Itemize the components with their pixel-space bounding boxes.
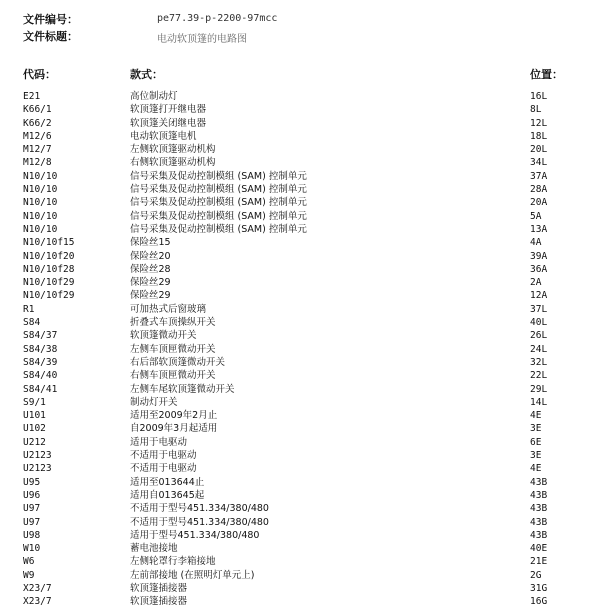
cell-code: U97 <box>23 516 41 528</box>
cell-code: S84/40 <box>23 370 58 382</box>
cell-pos: 12L <box>530 117 548 129</box>
cell-code: U2123 <box>23 450 52 462</box>
table-row <box>0 489 602 502</box>
table-row <box>0 409 602 422</box>
table-row <box>0 117 602 130</box>
cell-code: W6 <box>23 556 35 568</box>
cell-code: W10 <box>23 543 41 555</box>
table-row <box>0 263 602 276</box>
table-row <box>0 236 602 249</box>
table-row <box>0 383 602 396</box>
cell-pos: 14L <box>530 396 548 408</box>
cell-code: N10/10f15 <box>23 237 75 249</box>
cell-desc: 高位制动灯 <box>130 91 178 102</box>
table-row <box>0 369 602 382</box>
cell-code: X23/7 <box>23 582 52 594</box>
doc-title-value: 电动软顶篷的电路图 <box>157 34 247 45</box>
cell-code: U96 <box>23 489 41 501</box>
cell-code: S84 <box>23 317 41 329</box>
cell-desc: 右侧车顶匣微动开关 <box>130 370 216 382</box>
cell-code: N10/10f29 <box>23 290 75 302</box>
table-row <box>0 422 602 435</box>
parts-table <box>0 90 602 609</box>
cell-desc: 软顶篷打开继电器 <box>130 104 207 116</box>
table-row <box>0 303 602 316</box>
cell-pos: 18L <box>530 130 548 142</box>
column-header-code: 代码： <box>23 68 56 81</box>
table-row <box>0 502 602 515</box>
cell-pos: 28A <box>530 184 548 196</box>
cell-pos: 36A <box>530 263 548 275</box>
cell-code: M12/7 <box>23 144 52 156</box>
cell-desc: 左侧轮罩行李箱接地 <box>130 556 216 568</box>
cell-pos: 34L <box>530 157 548 169</box>
cell-pos: 39A <box>530 250 548 262</box>
cell-desc: 软顶篷插接器 <box>130 596 188 608</box>
table-row <box>0 196 602 209</box>
column-header-pos: 位置： <box>530 68 563 81</box>
cell-desc: 适用至013644止 <box>130 476 205 488</box>
cell-pos: 3E <box>530 423 542 435</box>
cell-pos: 37A <box>530 170 548 182</box>
doc-no-label: 文件编号： <box>23 13 78 26</box>
cell-pos: 43B <box>530 529 548 541</box>
table-row <box>0 289 602 302</box>
cell-pos: 43B <box>530 476 548 488</box>
cell-desc: 适用自013645起 <box>130 489 205 501</box>
table-row <box>0 329 602 342</box>
table-row <box>0 143 602 156</box>
cell-desc: 软顶篷微动开关 <box>130 330 197 342</box>
cell-code: N10/10f29 <box>23 277 75 289</box>
cell-code: S84/39 <box>23 356 58 368</box>
cell-code: N10/10 <box>23 223 58 235</box>
table-row <box>0 516 602 529</box>
cell-desc: 适用至2009年2月止 <box>130 410 218 422</box>
cell-code: N10/10 <box>23 170 58 182</box>
cell-desc: 左侧车尾软顶篷微动开关 <box>130 383 235 395</box>
cell-desc: 保险丝28 <box>130 263 171 275</box>
cell-desc: 保险丝15 <box>130 237 171 249</box>
cell-code: S84/37 <box>23 330 58 342</box>
cell-desc: 适用于电驱动 <box>130 436 188 448</box>
cell-desc: 保险丝29 <box>130 290 171 302</box>
cell-pos: 26L <box>530 330 548 342</box>
cell-code: N10/10f20 <box>23 250 75 262</box>
table-row <box>0 529 602 542</box>
cell-pos: 20L <box>530 144 548 156</box>
cell-code: N10/10 <box>23 184 58 196</box>
cell-desc: 左侧车顶匣微动开关 <box>130 343 216 355</box>
cell-code: S9/1 <box>23 396 46 408</box>
table-row <box>0 130 602 143</box>
cell-desc: 信号采集及促动控制模组 (SAM) 控制单元 <box>130 210 307 222</box>
cell-code: M12/6 <box>23 130 52 142</box>
cell-code: E21 <box>23 91 41 102</box>
cell-desc: 可加热式后窗玻璃 <box>130 303 207 315</box>
table-row <box>0 569 602 582</box>
cell-desc: 电动软顶篷电机 <box>130 130 197 142</box>
cell-desc: 右后部软顶篷微动开关 <box>130 356 226 368</box>
table-row <box>0 170 602 183</box>
cell-pos: 6E <box>530 436 542 448</box>
cell-desc: 蓄电池接地 <box>130 543 178 555</box>
cell-desc: 折叠式车顶操纵开关 <box>130 317 216 329</box>
cell-desc: 信号采集及促动控制模组 (SAM) 控制单元 <box>130 184 307 196</box>
cell-code: N10/10f28 <box>23 263 75 275</box>
doc-title-label: 文件标题： <box>23 30 78 43</box>
cell-code: U95 <box>23 476 41 488</box>
cell-pos: 43B <box>530 503 548 515</box>
cell-code: N10/10 <box>23 197 58 209</box>
cell-pos: 16G <box>530 596 548 608</box>
table-row <box>0 316 602 329</box>
cell-desc: 保险丝29 <box>130 277 171 289</box>
cell-desc: 信号采集及促动控制模组 (SAM) 控制单元 <box>130 197 307 209</box>
cell-pos: 5A <box>530 210 542 222</box>
cell-pos: 37L <box>530 303 548 315</box>
cell-code: U212 <box>23 436 46 448</box>
cell-desc: 信号采集及促动控制模组 (SAM) 控制单元 <box>130 223 307 235</box>
column-header-desc: 款式： <box>130 68 163 81</box>
table-row <box>0 250 602 263</box>
doc-no-value: pe77.39-p-2200-97mcc <box>157 13 278 24</box>
cell-desc: 软顶篷插接器 <box>130 582 188 594</box>
cell-code: U2123 <box>23 463 52 475</box>
table-row <box>0 223 602 236</box>
cell-pos: 21E <box>530 556 548 568</box>
cell-code: S84/41 <box>23 383 58 395</box>
table-row <box>0 462 602 475</box>
cell-pos: 29L <box>530 383 548 395</box>
cell-pos: 3E <box>530 450 542 462</box>
cell-code: U97 <box>23 503 41 515</box>
cell-code: K66/2 <box>23 117 52 129</box>
cell-code: K66/1 <box>23 104 52 116</box>
cell-desc: 不适用于型号451.334/380/480 <box>130 516 269 528</box>
cell-pos: 40E <box>530 543 548 555</box>
table-row <box>0 210 602 223</box>
cell-pos: 4E <box>530 463 542 475</box>
cell-desc: 自2009年3月起适用 <box>130 423 218 435</box>
cell-pos: 2G <box>530 569 542 581</box>
cell-pos: 43B <box>530 516 548 528</box>
cell-code: R1 <box>23 303 35 315</box>
cell-code: S84/38 <box>23 343 58 355</box>
cell-desc: 右侧软顶篷驱动机构 <box>130 157 216 169</box>
cell-pos: 43B <box>530 489 548 501</box>
table-row <box>0 103 602 116</box>
cell-desc: 软顶篷关闭继电器 <box>130 117 207 129</box>
table-row <box>0 396 602 409</box>
table-row <box>0 542 602 555</box>
cell-desc: 不适用于电驱动 <box>130 463 197 475</box>
cell-desc: 左侧软顶篷驱动机构 <box>130 144 216 156</box>
cell-desc: 不适用于电驱动 <box>130 450 197 462</box>
cell-pos: 12A <box>530 290 548 302</box>
cell-code: U102 <box>23 423 46 435</box>
cell-desc: 制动灯开关 <box>130 396 178 408</box>
cell-desc: 信号采集及促动控制模组 (SAM) 控制单元 <box>130 170 307 182</box>
cell-pos: 13A <box>530 223 548 235</box>
table-row <box>0 343 602 356</box>
table-row <box>0 356 602 369</box>
cell-pos: 40L <box>530 317 548 329</box>
table-row <box>0 156 602 169</box>
table-row <box>0 183 602 196</box>
cell-pos: 2A <box>530 277 542 289</box>
table-row <box>0 276 602 289</box>
cell-pos: 20A <box>530 197 548 209</box>
cell-desc: 适用于型号451.334/380/480 <box>130 529 260 541</box>
table-row <box>0 449 602 462</box>
cell-pos: 4A <box>530 237 542 249</box>
table-row <box>0 90 602 103</box>
cell-pos: 16L <box>530 91 548 102</box>
table-row <box>0 436 602 449</box>
cell-pos: 24L <box>530 343 548 355</box>
cell-pos: 31G <box>530 582 548 594</box>
cell-desc: 左前部接地 (在照明灯单元上) <box>130 569 255 581</box>
cell-code: M12/8 <box>23 157 52 169</box>
cell-pos: 4E <box>530 410 542 422</box>
table-row <box>0 582 602 595</box>
table-row <box>0 595 602 608</box>
cell-pos: 32L <box>530 356 548 368</box>
cell-desc: 保险丝20 <box>130 250 171 262</box>
cell-code: X23/7 <box>23 596 52 608</box>
cell-pos: 22L <box>530 370 548 382</box>
table-row <box>0 476 602 489</box>
cell-code: W9 <box>23 569 35 581</box>
table-row <box>0 555 602 568</box>
cell-code: U98 <box>23 529 41 541</box>
cell-code: U101 <box>23 410 46 422</box>
cell-code: N10/10 <box>23 210 58 222</box>
cell-pos: 8L <box>530 104 542 116</box>
cell-desc: 不适用于型号451.334/380/480 <box>130 503 269 515</box>
